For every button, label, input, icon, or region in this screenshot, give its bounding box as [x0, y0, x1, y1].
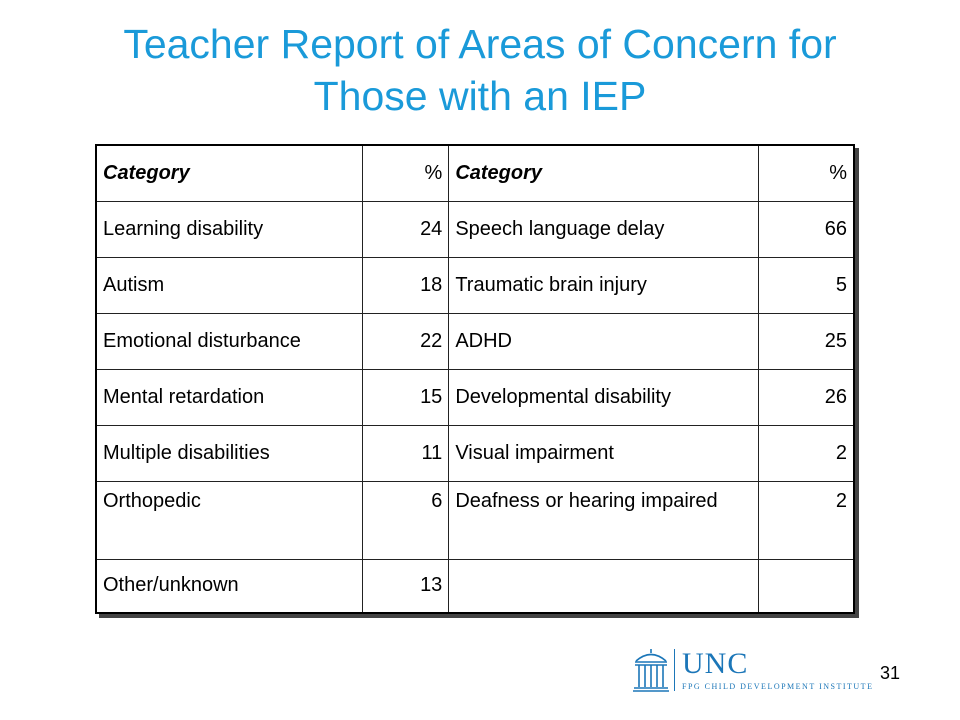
category-cell: [449, 559, 759, 613]
table-row: [96, 559, 854, 613]
category-cell: Other/unknown: [96, 559, 363, 613]
category-cell: ADHD: [449, 313, 759, 369]
logo-subtitle: FPG CHILD DEVELOPMENT INSTITUTE: [682, 682, 874, 691]
percent-cell: 22: [363, 313, 449, 369]
old-well-icon: [632, 647, 670, 693]
category-cell: Traumatic brain injury: [449, 257, 759, 313]
slide-title: [0, 18, 960, 122]
percent-cell: [759, 559, 854, 613]
header-percent-2: %: [759, 145, 854, 201]
percent-cell: 15: [363, 369, 449, 425]
table-row: [96, 313, 854, 369]
percent-cell: 13: [363, 559, 449, 613]
table-row: [96, 257, 854, 313]
percent-cell: 6: [363, 481, 449, 559]
category-cell: Developmental disability: [449, 369, 759, 425]
percent-cell: 18: [363, 257, 449, 313]
category-cell: Mental retardation: [96, 369, 363, 425]
percent-cell: 2: [759, 425, 854, 481]
slide-number: 31: [880, 663, 901, 683]
areas-of-concern-table: [95, 144, 855, 614]
header-category-1: Category: [96, 145, 363, 201]
table-row: [96, 481, 854, 559]
table-header-row: [96, 145, 854, 201]
percent-cell: 24: [363, 201, 449, 257]
category-cell: Speech language delay: [449, 201, 759, 257]
header-category-2: Category: [449, 145, 759, 201]
unc-fpg-logo: [630, 647, 880, 692]
slide-title-line-2: Those with an IEP: [313, 73, 647, 119]
percent-cell: 25: [759, 313, 854, 369]
logo-unc-text: UNC: [682, 647, 749, 680]
table-row: [96, 201, 854, 257]
header-percent-1: %: [363, 145, 449, 201]
percent-cell: 11: [363, 425, 449, 481]
category-cell: Autism: [96, 257, 363, 313]
category-cell: Learning disability: [96, 201, 363, 257]
logo-divider: [674, 649, 675, 691]
table-row: [96, 425, 854, 481]
category-cell: Emotional disturbance: [96, 313, 363, 369]
category-cell: Multiple disabilities: [96, 425, 363, 481]
percent-cell: 5: [759, 257, 854, 313]
slide-title-line-1: Teacher Report of Areas of Concern for: [123, 21, 837, 67]
category-cell: Orthopedic: [96, 481, 363, 559]
percent-cell: 2: [759, 481, 854, 559]
percent-cell: 26: [759, 369, 854, 425]
percent-cell: 66: [759, 201, 854, 257]
category-cell: Deafness or hearing impaired: [449, 481, 759, 559]
table-row: [96, 369, 854, 425]
category-cell: Visual impairment: [449, 425, 759, 481]
